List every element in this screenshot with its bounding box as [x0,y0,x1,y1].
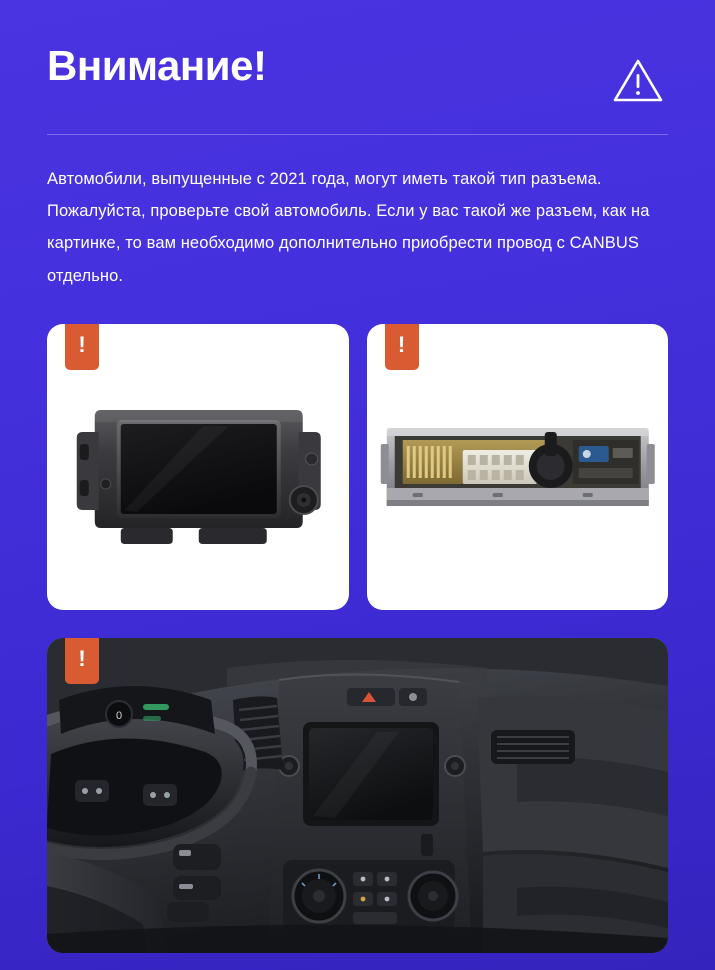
attention-badge: ! [385,324,419,370]
page-header [47,0,668,104]
attention-badge: ! [65,324,99,370]
card-dashboard [47,638,668,953]
card-head-unit [47,324,349,610]
car-dashboard-photo [47,638,668,953]
header-divider [47,134,668,135]
body-paragraph: Автомобили, выпущенные с 2021 года, могут иметь такой тип разъема. Пожалуйста, проверьте свой автомобиль. Если у вас такой же разъем, как на картинке, то вам необходимо дополнительно приобрести провод с CANBUS отдельно. [47,170,650,285]
card-connector [367,324,669,610]
attention-badge: ! [65,638,99,684]
svg-text:0: 0 [115,709,123,722]
page-title: Внимание! [47,42,267,89]
photo-cards-row [47,324,668,610]
warning-triangle-icon [612,56,664,104]
